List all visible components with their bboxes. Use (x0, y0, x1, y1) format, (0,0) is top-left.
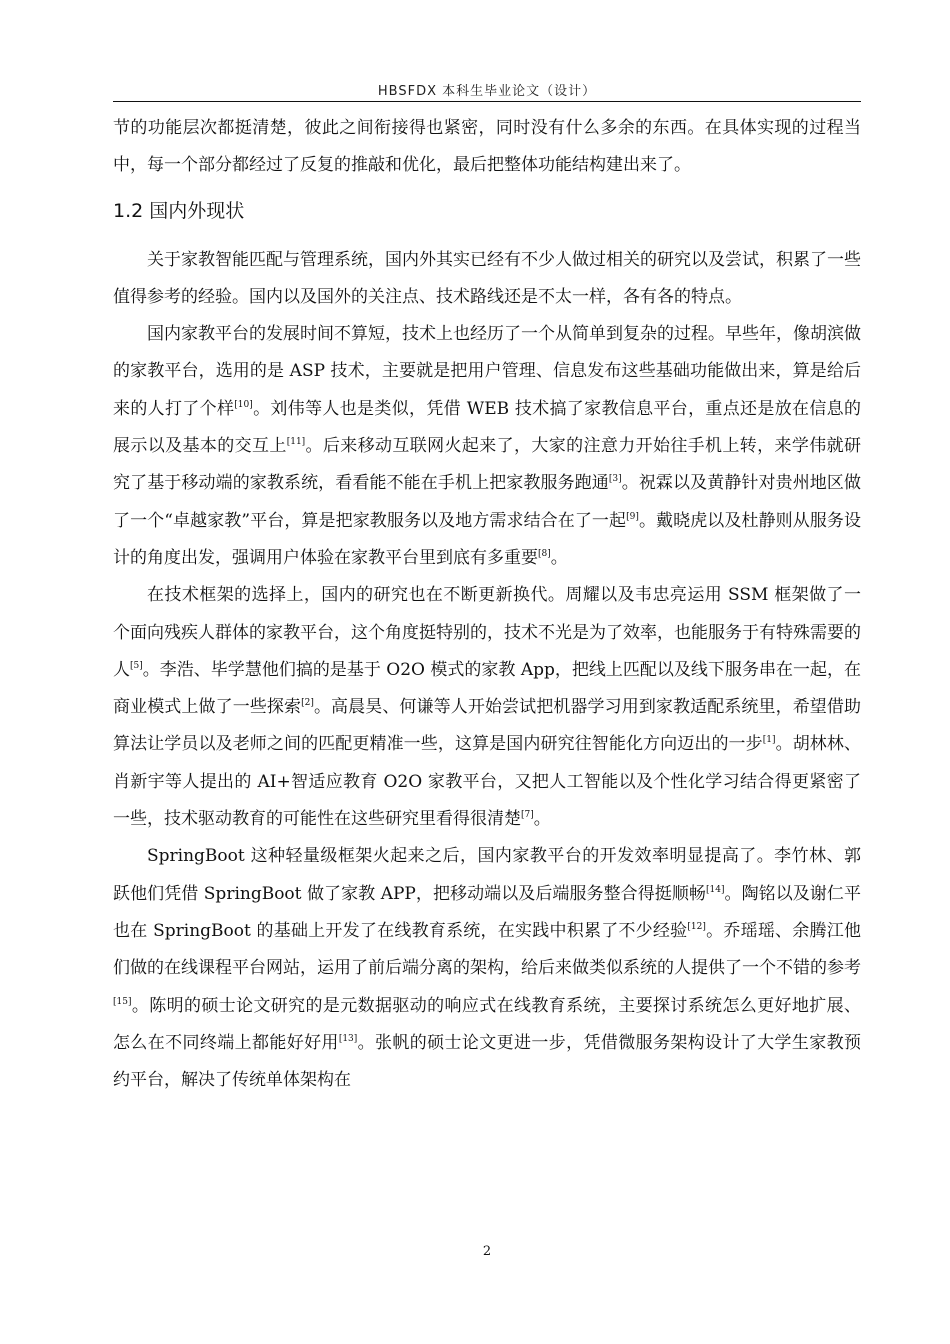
text-run: 。刘伟等人也是类似，凭借 WEB 技术搞了家教信息平台，重点还是放在信息的展示以及基本的交互上 (113, 398, 861, 457)
citation: [9] (626, 511, 639, 522)
paragraph-intro: 关于家教智能匹配与管理系统，国内外其实已经有不少人做过相关的研究以及尝试，积累了一些值得参考的经验。国内以及国外的关注点、技术路线还是不太一样，各有各的特点。 (113, 249, 861, 307)
text-run: 。张帆的硕士论文更进一步，凭借微服务架构设计了大学生家教预约平台，解决了传统单体架构在 (113, 1032, 862, 1091)
text-run: SpringBoot 这种轻量级框架火起来之后，国内家教平台的开发效率明显提高了。李竹林、郭跃他们凭借 SpringBoot 做了家教 APP，把移动端以及后端服务整合得挺顺畅 (113, 846, 861, 904)
text-run: 。陶铭以及谢仁平也在 SpringBoot 的基础上开发了在线教育系统，在实践中积累了不少经验 (113, 883, 861, 941)
text-run: 。胡林林、肖新宇等人提出的 AI+智适应教育 O2O 家教平台，又把人工智能以及个性化学习结合得更紧密了一些，技术驱动教育的可能性在这些研究里看得很清楚 (113, 734, 862, 830)
text-run: 。戴晓虎以及杜静则从服务设计的角度出发，强调用户体验在家教平台里到底有多重要 (113, 510, 861, 568)
section-heading: 1.2 国内外现状 (113, 199, 245, 222)
text-run: 。李浩、毕学慧他们搞的是基于 O2O 模式的家教 App，把线上匹配以及线下服务串在一起，在商业模式上做了一些探索 (113, 659, 861, 718)
citation: [5] (130, 660, 143, 671)
citation: [13] (338, 1033, 358, 1044)
paragraph-domestic-history (113, 316, 861, 577)
text-run: 。 (550, 547, 568, 568)
text-run: 。陈明的硕士论文研究的是元数据驱动的响应式在线教育系统，主要探讨系统怎么更好地扩展、怎么在不同终端上都能好好用 (113, 995, 861, 1053)
citation: [2] (301, 698, 314, 709)
text-run: 。乔瑶瑶、余腾江他们做的在线课程平台网站，运用了前后端分离的架构，给后来做类似系统的人提供了一个不错的参考 (113, 920, 862, 979)
text-run: 。后来移动互联网火起来了，大家的注意力开始往手机上转，来学伟就研究了基于移动端的家教系统，看看能不能在手机上把家教服务跑通 (113, 436, 862, 494)
header-rule (113, 101, 861, 102)
running-header: HBSFDX 本科生毕业论文（设计） (377, 84, 597, 99)
citation: [12] (687, 921, 706, 932)
text-run: 。 (533, 809, 551, 830)
page-number: 2 (482, 1244, 492, 1259)
paragraph-frameworks (113, 577, 861, 838)
text-run: 。高晨昊、何谦等人开始尝试把机器学习用到家教适配系统里，希望借助算法让学员以及老师之间的匹配更精准一些，这算是国内研究往智能化方向迈出的一步 (113, 697, 862, 755)
text-run: 。祝霖以及黄静针对贵州地区做了一个“卓越家教”平台，算是把家教服务以及地方需求结合在了一起 (113, 473, 862, 531)
text-run: 国内家教平台的发展时间不算短，技术上也经历了一个从简单到复杂的过程。早些年，像胡滨做的家教平台，选用的是 ASP 技术，主要就是把用户管理、信息发布这些基础功能做出来，算是给后来的人打了个样 (113, 324, 861, 419)
citation: [7] (521, 810, 534, 821)
citation: [14] (706, 884, 725, 895)
paragraph-springboot (113, 838, 861, 1099)
body-text (113, 110, 861, 1099)
citation: [1] (762, 735, 776, 746)
citation: [15] (113, 996, 132, 1007)
paragraph-continued: 节的功能层次都挺清楚，彼此之间衔接得也紧密，同时没有什么多余的东西。在具体实现的过程当中，每一个部分都经过了反复的推敲和优化，最后把整体功能结构建出来了。 (113, 118, 861, 176)
citation: [3] (608, 474, 622, 485)
citation: [11] (286, 437, 306, 448)
citation: [8] (538, 548, 551, 559)
citation: [10] (234, 399, 253, 410)
text-run: 在技术框架的选择上，国内的研究也在不断更新换代。周耀以及韦忠亮运用 SSM 框架做了一个面向残疾人群体的家教平台，这个角度挺特别的，技术不光是为了效率，也能服务于有特殊需要的人 (113, 585, 861, 680)
